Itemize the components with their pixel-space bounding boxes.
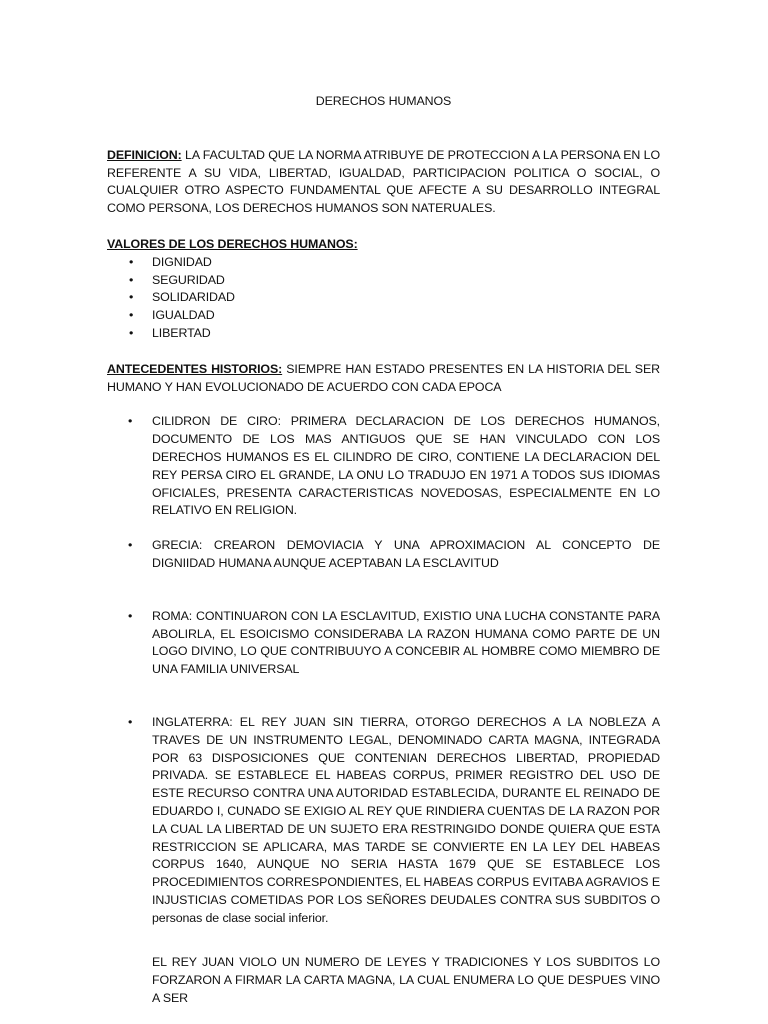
history-list	[107, 413, 660, 927]
history-item-text: INGLATERRA: EL REY JUAN SIN TIERRA, OTORGO DERECHOS A LA NOBLEZA A TRAVES DE UN INSTRUMENTO LEGAL, DENOMINADO CARTA MAGNA, INTEGRADA POR 63 DISPOSICIONES QUE CONTENIAN DERECHOS LIBERTAD, PROPIEDAD PRIVADA. SE ESTABLECE EL HABEAS CORPUS, PRIMER REGISTRO DEL USO DE ESTE RECURSO CONTRA UNA AUTORIDAD ESTABLECIDA, DURANTE EL REINADO DE EDUARDO I, CUNADO SE EXIGIO AL REY QUE RINDIERA CUENTAS DE LA RAZON POR LA CUAL LA LIBERTAD DE UN SUJETO ERA RESTRINGIDO DONDE QUIERA QUE ESTA RESTRICCION SE APLICARA, MAS TARDE SE CONVIERTE EN LA LEY DEL HABEAS CORPUS 1640, AUNQUE NO SERIA HASTA 1679 QUE SE ESTABLECE LOS PROCEDIMIENTOS CORRESPONDIENTES, EL HABEAS CORPUS EVITABA AGRAVIOS E INJUSTICIAS COMETIDAS POR LOS SEÑORES DEUDALES CONTRA SUS SUBDITOS O personas de clase social inferior.	[152, 714, 660, 925]
continuation-paragraph: EL REY JUAN VIOLO UN NUMERO DE LEYES Y TRADICIONES Y LOS SUBDITOS LO FORZARON A FIRMAR LA CARTA MAGNA, LA CUAL ENUMERA LO QUE DESPUES VINO A SER	[152, 955, 660, 1006]
bullet-icon: •	[128, 608, 133, 623]
antecedentes-text: SIEMPRE HAN ESTADO PRESENTES EN LA HISTORIA DEL SER HUMANO Y HAN EVOLUCIONADO DE ACUERDO CON CADA EPOCA	[107, 361, 660, 394]
bullet-icon: •	[129, 290, 134, 305]
bullet-icon: •	[128, 714, 133, 729]
list-item	[107, 608, 660, 679]
history-item-text: ROMA: CONTINUARON CON LA ESCLAVITUD, EXISTIO UNA LUCHA CONSTANTE PARA ABOLIRLA, EL ESOICISMO CONSIDERABA LA RAZON HUMANA COMO PARTE DE UN LOGO DIVINO, LO QUE CONTRIBUUYO A CONCEBIR AL HOMBRE COMO MIEMBRO DE UNA FAMILIA UNIVERSAL	[152, 608, 660, 677]
list-item	[107, 272, 660, 290]
list-item	[107, 254, 660, 272]
value-label: LIBERTAD	[152, 325, 211, 340]
history-item-text: CILIDRON DE CIRO: PRIMERA DECLARACION DE LOS DERECHOS HUMANOS, DOCUMENTO DE LOS MAS ANTIGUOS QUE SE HAN VINCULADO CON LOS DERECHOS HUMANOS ES EL CILINDRO DE CIRO, CONTIENE LA DECLARACION DEL REY PERSA CIRO EL GRANDE, LA ONU LO TRADUJO EN 1971 A TODOS SUS IDIOMAS OFICIALES, PRESENTA CARACTERISTICAS NOVEDOSAS, ESPECIALMENTE EN LO RELATIVO EN RELIGION.	[152, 414, 660, 518]
bullet-icon: •	[129, 308, 134, 323]
list-item	[107, 307, 660, 325]
bullet-icon: •	[129, 325, 134, 340]
value-label: SEGURIDAD	[152, 272, 225, 287]
value-label: SOLIDARIDAD	[152, 290, 235, 305]
list-item	[107, 537, 660, 573]
definition-heading: DEFINICION:	[107, 147, 182, 162]
value-label: IGUALDAD	[152, 308, 215, 323]
page-title: DERECHOS HUMANOS	[315, 94, 452, 108]
definition-paragraph	[107, 147, 660, 218]
list-item	[107, 289, 660, 307]
bullet-icon: •	[128, 538, 133, 553]
bullet-icon: •	[129, 272, 134, 287]
values-list	[107, 254, 660, 343]
history-item-text: GRECIA: CREARON DEMOVIACIA Y UNA APROXIMACION AL CONCEPTO DE DIGNIIDAD HUMANA AUNQUE ACEPTABAN LA ESCLAVITUD	[152, 538, 660, 570]
document-body	[107, 93, 660, 1008]
antecedentes-paragraph	[107, 361, 660, 397]
bullet-icon: •	[129, 254, 134, 269]
list-item	[107, 325, 660, 343]
bullet-icon: •	[128, 414, 133, 429]
value-label: DIGNIDAD	[152, 254, 212, 269]
values-heading: VALORES DE LOS DERECHOS HUMANOS:	[107, 236, 358, 251]
antecedentes-heading: ANTECEDENTES HISTORIOS:	[107, 361, 283, 376]
definition-text: LA FACULTAD QUE LA NORMA ATRIBUYE DE PROTECCION A LA PERSONA EN LO REFERENTE A SU VIDA, LIBERTAD, IGUALDAD, PARTICIPACION POLITICA O SOCIAL, O CUALQUIER OTRO ASPECTO FUNDAMENTAL QUE AFECTE A SU DESARROLLO INTEGRAL COMO PERSONA, LOS DERECHOS HUMANOS SON NATERUALES.	[107, 147, 660, 216]
list-item	[107, 714, 660, 928]
list-item	[107, 413, 660, 520]
